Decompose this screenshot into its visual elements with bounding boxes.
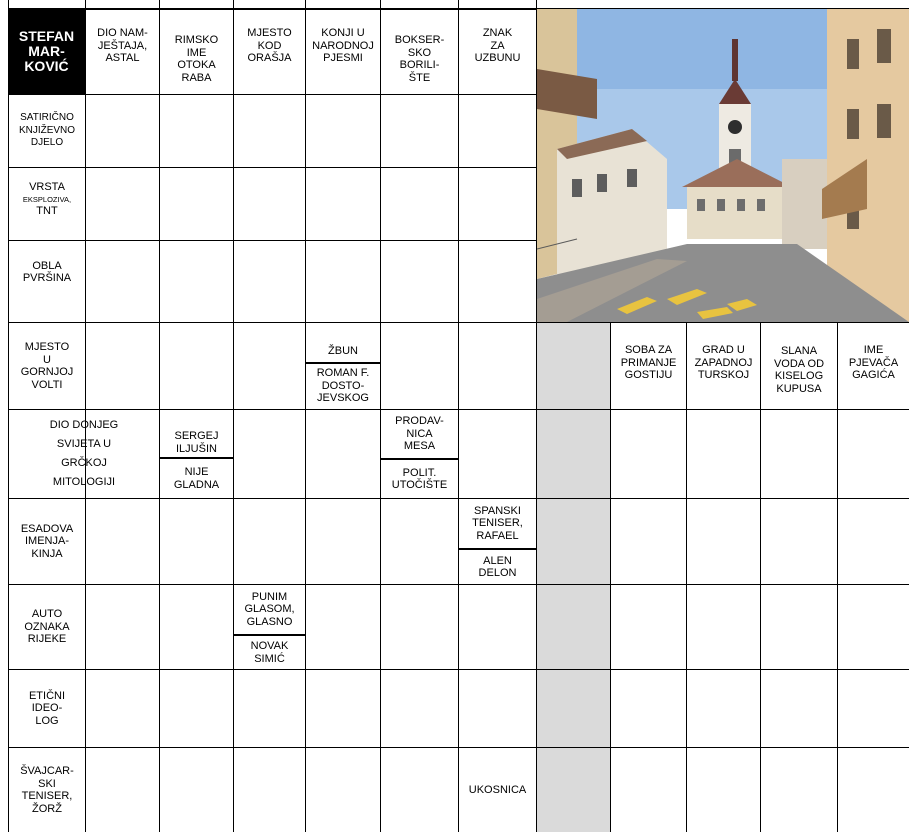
answer-cell[interactable] [234, 168, 305, 240]
answer-cell[interactable] [537, 499, 610, 584]
answer-cell[interactable] [537, 410, 610, 498]
answer-cell[interactable] [86, 168, 159, 240]
clue-inner: PUNIM GLASOM, GLASNO [244, 590, 295, 628]
grid-line-horizontal [8, 584, 909, 585]
answer-cell[interactable] [306, 499, 380, 584]
answer-cell[interactable] [537, 670, 610, 747]
street-photo-image [537, 9, 909, 322]
answer-cell[interactable] [761, 585, 837, 669]
answer-cell[interactable] [537, 585, 610, 669]
answer-cell[interactable] [537, 748, 610, 832]
answer-cell[interactable] [86, 95, 159, 167]
answer-cell[interactable] [381, 323, 458, 409]
clue-left: MJESTO U GORNJOJ VOLTI [20, 341, 74, 391]
clue-left-line: EKSPLOZIVA, [22, 194, 72, 204]
answer-cell[interactable] [611, 585, 686, 669]
answer-cell[interactable] [687, 670, 760, 747]
answer-cell[interactable] [381, 168, 458, 240]
clue-top: ZNAK ZA UZBUNU [474, 27, 521, 65]
answer-cell[interactable] [306, 95, 380, 167]
street-photo [537, 9, 909, 322]
answer-cell[interactable] [687, 585, 760, 669]
answer-cell[interactable] [459, 585, 536, 669]
clue-left: AUTO OZNAKA RIJEKE [24, 608, 70, 646]
answer-cell[interactable] [306, 410, 380, 498]
clue-divider [160, 457, 233, 459]
answer-cell[interactable] [381, 670, 458, 747]
answer-cell[interactable] [160, 95, 233, 167]
grid-line-vertical [686, 322, 687, 832]
clue-right: SOBA ZA PRIMANJE GOSTIJU [620, 344, 677, 382]
answer-cell[interactable] [86, 323, 159, 409]
clue-right: IME PJEVAČA GAGIĆA [848, 344, 899, 382]
answer-cell[interactable] [234, 241, 305, 322]
clue-top: RIMSKO IME OTOKA RABA [174, 34, 219, 84]
grid-line-vertical [305, 0, 306, 832]
clue-inner: SERGEJ ILJUŠIN [174, 430, 219, 455]
clue-divider [459, 548, 536, 550]
answer-cell[interactable] [234, 95, 305, 167]
answer-cell[interactable] [761, 499, 837, 584]
grid-line-vertical [760, 322, 761, 832]
clue-top: BOKSER- SKO BORILI- ŠTE [394, 34, 445, 84]
clue-divider [234, 634, 305, 636]
answer-cell[interactable] [234, 410, 305, 498]
answer-cell[interactable] [306, 241, 380, 322]
grid-line-vertical [610, 322, 611, 832]
clue-left-line: VRSTA [29, 181, 65, 193]
clue-inner: ŽBUN [328, 344, 358, 357]
answer-cell[interactable] [160, 748, 233, 832]
answer-cell[interactable] [838, 748, 909, 832]
answer-cell[interactable] [86, 241, 159, 322]
grid-line-horizontal [8, 167, 537, 168]
answer-cell[interactable] [234, 323, 305, 409]
clue-inner: NOVAK SIMIĆ [250, 640, 289, 665]
answer-cell[interactable] [611, 670, 686, 747]
clue-inner: SPANSKI TENISER, RAFAEL [472, 504, 523, 542]
answer-cell[interactable] [381, 585, 458, 669]
answer-cell[interactable] [86, 499, 159, 584]
answer-cell[interactable] [160, 168, 233, 240]
answer-cell[interactable] [761, 670, 837, 747]
answer-cell[interactable] [234, 670, 305, 747]
answer-cell[interactable] [838, 410, 909, 498]
clue-left-line: TNT [36, 204, 58, 217]
answer-cell[interactable] [381, 95, 458, 167]
answer-cell[interactable] [838, 670, 909, 747]
grid-line-horizontal [8, 669, 909, 670]
clue-left: ESADOVA IMENJA- KINJA [20, 522, 74, 560]
answer-cell[interactable] [838, 585, 909, 669]
answer-cell[interactable] [459, 670, 536, 747]
answer-cell[interactable] [687, 410, 760, 498]
clue-top: KONJI U NARODNOJ PJESMI [312, 27, 374, 65]
answer-cell[interactable] [160, 323, 233, 409]
clue-left: ETIČNI IDEO- LOG [28, 689, 66, 727]
answer-cell[interactable] [459, 241, 536, 322]
clue-top: DIO NAM- JEŠTAJA, ASTAL [97, 27, 148, 65]
answer-cell[interactable] [86, 670, 159, 747]
answer-cell[interactable] [234, 499, 305, 584]
answer-cell[interactable] [761, 748, 837, 832]
answer-cell[interactable] [306, 748, 380, 832]
clue-inner: UKOSNICA [468, 783, 527, 796]
clue-left: DIO DONJEG SVIJETA U GRČKOJ MITOLOGIJI [49, 419, 119, 488]
answer-cell[interactable] [381, 748, 458, 832]
answer-cell[interactable] [459, 323, 536, 409]
clue-inner: PRODAV- NICA MESA [395, 415, 444, 453]
answer-cell[interactable] [160, 585, 233, 669]
clue-inner: ALEN DELON [478, 554, 517, 579]
grid-line-horizontal [8, 94, 537, 95]
answer-cell[interactable] [761, 410, 837, 498]
grid-line-vertical [159, 0, 160, 832]
answer-cell[interactable] [306, 670, 380, 747]
answer-cell[interactable] [687, 748, 760, 832]
answer-cell[interactable] [838, 499, 909, 584]
answer-cell[interactable] [160, 499, 233, 584]
clue-inner: ROMAN F. DOSTO- JEVSKOG [316, 367, 370, 405]
answer-cell[interactable] [381, 241, 458, 322]
answer-cell[interactable] [306, 585, 380, 669]
answer-cell[interactable] [160, 670, 233, 747]
grid-line-vertical [458, 0, 459, 832]
clue-inner: NIJE GLADNA [173, 466, 220, 491]
answer-cell[interactable] [611, 410, 686, 498]
answer-cell[interactable] [234, 748, 305, 832]
answer-cell[interactable] [611, 499, 686, 584]
grid-line-vertical [837, 322, 838, 832]
answer-cell[interactable] [160, 241, 233, 322]
clue-left [9, 168, 85, 230]
clue-left: SATIRIČNO KNJIŽEVNO DJELO [18, 112, 76, 149]
answer-cell[interactable] [306, 168, 380, 240]
clue-left: OBLA PVRŠINA [22, 259, 72, 284]
clue-inner: POLIT. UTOČIŠTE [391, 466, 448, 491]
answer-cell[interactable] [459, 168, 536, 240]
answer-cell[interactable] [86, 748, 159, 832]
answer-cell[interactable] [381, 499, 458, 584]
puzzle-title: STEFAN MAR- KOVIĆ [8, 9, 85, 94]
clue-right: SLANA VODA OD KISELOG KUPUSA [773, 345, 825, 395]
answer-cell[interactable] [86, 585, 159, 669]
grid-line-vertical [233, 0, 234, 832]
answer-cell[interactable] [687, 499, 760, 584]
clue-right: GRAD U ZAPADNOJ TURSKOJ [694, 344, 753, 382]
grid-line-horizontal [8, 322, 909, 323]
grid-line-horizontal [8, 240, 537, 241]
clue-divider [381, 458, 458, 460]
answer-cell[interactable] [459, 410, 536, 498]
answer-cell[interactable] [611, 748, 686, 832]
clue-top: MJESTO KOD ORAŠJA [247, 27, 292, 65]
clue-left: ŠVAJCAR- SKI TENISER, ŽORŽ [20, 765, 74, 815]
answer-cell[interactable] [459, 95, 536, 167]
